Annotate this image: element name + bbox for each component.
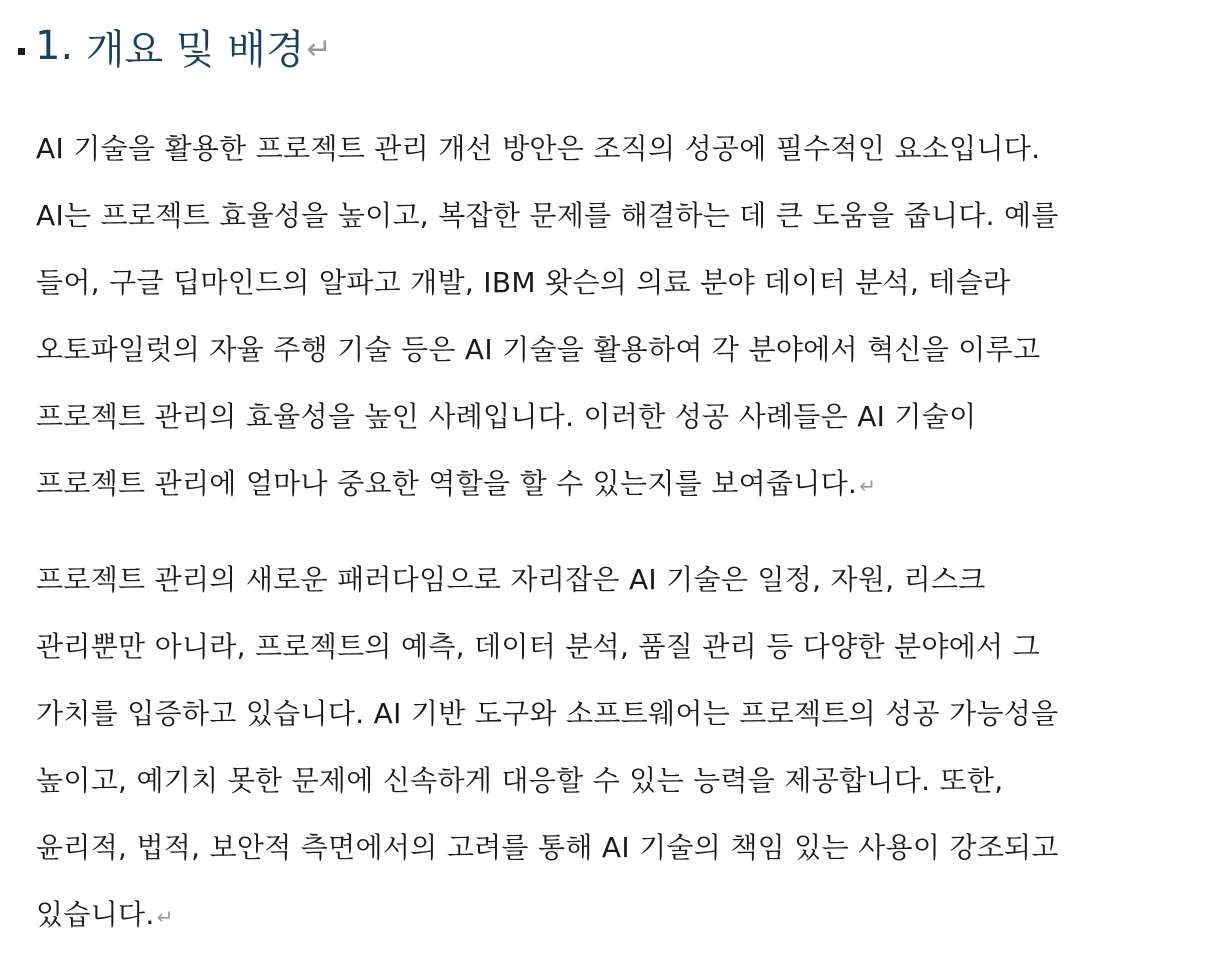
line-text: 프로젝트 관리의 효율성을 높인 사례입니다. 이러한 성공 사례들은 AI 기술이 — [36, 400, 977, 433]
text-line — [36, 613, 1216, 680]
paragraph-mark-icon: ↵ — [156, 905, 174, 929]
line-text: 높이고, 예기치 못한 문제에 신속하게 대응할 수 있는 능력을 제공합니다. 또한, — [36, 764, 1004, 797]
text-line — [36, 450, 1216, 517]
line-text: 들어, 구글 딥마인드의 알파고 개발, IBM 왓슨의 의료 분야 데이터 분석, 테슬라 — [36, 266, 1011, 299]
section-heading[interactable] — [18, 14, 332, 78]
text-line — [36, 680, 1216, 747]
square-bullet-icon — [18, 48, 25, 55]
text-line — [36, 182, 1216, 249]
line-text: AI 기술을 활용한 프로젝트 관리 개선 방안은 조직의 성공에 필수적인 요소입니다. — [36, 132, 1041, 165]
text-line — [36, 383, 1216, 450]
text-line — [36, 881, 1216, 948]
heading-title — [73, 18, 304, 75]
line-text: 오토파일럿의 자율 주행 기술 등은 AI 기술을 활용하여 각 분야에서 혁신을 이루고 — [36, 333, 1041, 366]
heading-title-text: 개요 및 배경 — [85, 26, 305, 73]
text-line — [36, 747, 1216, 814]
text-line — [36, 814, 1216, 881]
heading-number: 1. — [35, 23, 74, 69]
line-text: 있습니다. — [36, 898, 155, 931]
line-text: 프로젝트 관리의 새로운 패러다임으로 자리잡은 AI 기술은 일정, 자원, 리스크 — [36, 563, 986, 596]
line-text: AI는 프로젝트 효율성을 높이고, 복잡한 문제를 해결하는 데 큰 도움을 줍니다. 예를 — [36, 199, 1059, 232]
text-line — [36, 249, 1216, 316]
line-text: 관리뿐만 아니라, 프로젝트의 예측, 데이터 분석, 품질 관리 등 다양한 분야에서 그 — [36, 630, 1040, 663]
paragraph-mark-icon: ↵ — [306, 31, 332, 67]
paragraph-1[interactable] — [36, 115, 1216, 517]
text-line — [36, 546, 1216, 613]
line-text: 프로젝트 관리에 얼마나 중요한 역할을 할 수 있는지를 보여줍니다. — [36, 467, 858, 500]
paragraph-mark-icon: ↵ — [859, 474, 877, 498]
text-line — [36, 316, 1216, 383]
paragraph-2[interactable] — [36, 546, 1216, 948]
text-line — [36, 115, 1216, 182]
line-text: 가치를 입증하고 있습니다. AI 기반 도구와 소프트웨어는 프로젝트의 성공 가능성을 — [36, 697, 1059, 730]
line-text: 윤리적, 법적, 보안적 측면에서의 고려를 통해 AI 기술의 책임 있는 사용이 강조되고 — [36, 831, 1059, 864]
